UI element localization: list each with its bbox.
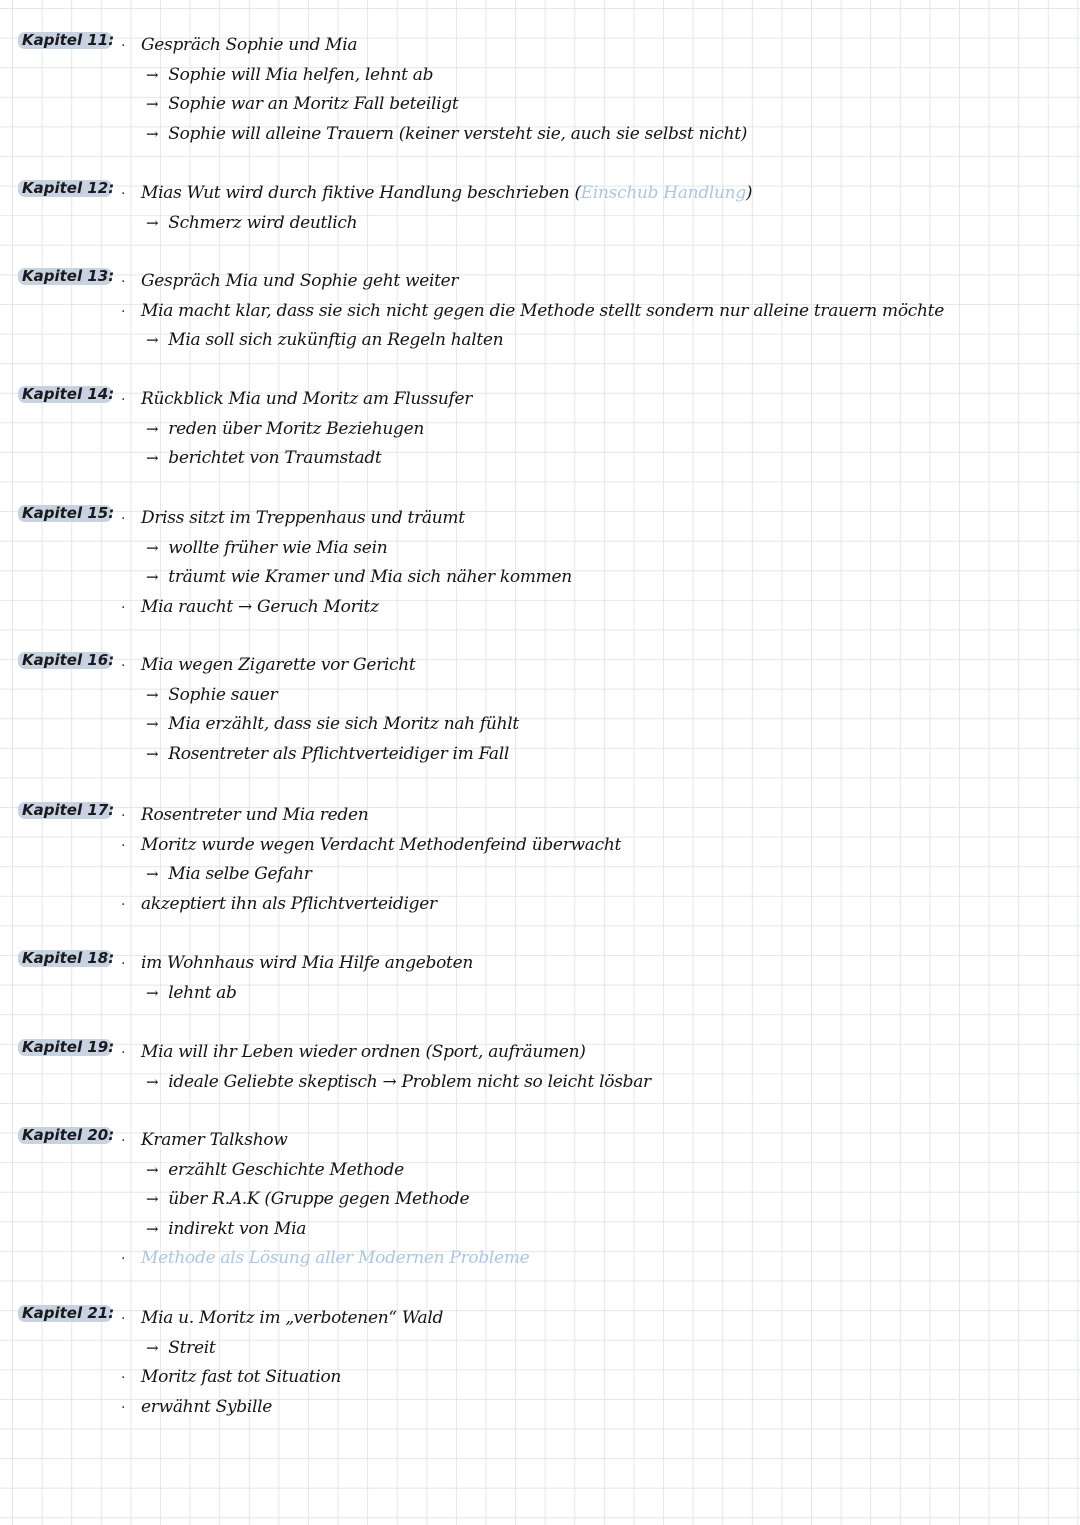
bullet-dot-icon: ·: [121, 808, 126, 824]
chapter-label-text: Kapitel 12:: [22, 179, 115, 197]
note-text: indirekt von Mia: [168, 1218, 307, 1239]
chapter-label-text: Kapitel 16:: [22, 651, 115, 669]
bullet-dot-icon: ·: [121, 274, 126, 290]
bullet-note-line: [141, 592, 379, 622]
arrow-right-icon: →: [146, 1072, 159, 1091]
note-text: über R.A.K (Gruppe gegen Methode: [168, 1189, 470, 1210]
note-text: Mia soll sich zukünftig an Regeln halten: [168, 330, 504, 351]
arrow-note-line: [146, 562, 572, 592]
chapter-label-text: Kapitel 11:: [22, 31, 115, 49]
note-text: Moritz wurde wegen Verdacht Methodenfeind überwacht: [141, 834, 622, 855]
note-text: Rosentreter als Pflichtverteidiger im Fall: [168, 743, 510, 764]
bullet-dot-icon: ·: [121, 1045, 126, 1061]
note-text: wollte früher wie Mia sein: [168, 537, 388, 558]
arrow-right-icon: →: [146, 685, 159, 704]
arrow-note-line: [146, 414, 424, 444]
bullet-dot-icon: ·: [121, 837, 126, 854]
bullet-note-line: [141, 830, 621, 860]
note-text: lehnt ab: [168, 982, 237, 1003]
arrow-note-line: [146, 325, 503, 355]
bullet-dot-icon: ·: [121, 38, 126, 54]
chapter-label: [18, 178, 118, 198]
note-text: Mia raucht → Geruch Moritz: [141, 596, 379, 617]
bullet-dot-icon: ·: [121, 1251, 126, 1268]
chapter-label-text: Kapitel 15:: [22, 504, 115, 522]
note-text: Kramer Talkshow: [141, 1130, 288, 1150]
chapter-label-text: Kapitel 13:: [22, 267, 115, 285]
bullet-dot-icon: ·: [121, 392, 126, 408]
chapter-label: [18, 1037, 118, 1057]
bullet-note-line: [141, 1392, 272, 1422]
bullet-note-line: [141, 948, 473, 978]
chapter-label-text: Kapitel 20:: [22, 1126, 115, 1144]
note-text: Sophie sauer: [168, 684, 278, 705]
bullet-dot-icon: ·: [121, 896, 126, 913]
chapter-label-text: Kapitel 21:: [22, 1304, 115, 1322]
note-text: Streit: [168, 1337, 216, 1358]
arrow-note-line: [146, 208, 357, 238]
bullet-note-line: [141, 889, 437, 919]
note-text: im Wohnhaus wird Mia Hilfe angeboten: [141, 953, 473, 973]
bullet-note-line: [141, 1362, 341, 1392]
bullet-note-line: [141, 503, 465, 533]
arrow-right-icon: →: [146, 65, 159, 84]
arrow-note-line: [146, 1333, 215, 1363]
bullet-dot-icon: ·: [121, 1399, 126, 1416]
chapter-label: [18, 800, 118, 820]
arrow-right-icon: →: [146, 1160, 159, 1179]
arrow-note-line: [146, 1155, 404, 1185]
arrow-note-line: [146, 443, 381, 473]
bullet-dot-icon: ·: [121, 1133, 126, 1149]
bullet-note-line: [141, 1125, 288, 1155]
bullet-note-line: [141, 30, 357, 60]
arrow-right-icon: →: [146, 1190, 159, 1209]
arrow-right-icon: →: [146, 865, 159, 884]
bullet-note-line: [141, 1303, 443, 1333]
arrow-note-line: [146, 60, 433, 90]
chapter-label: [18, 503, 118, 523]
note-text: ideale Geliebte skeptisch → Problem nicht so leicht lösbar: [168, 1071, 651, 1092]
arrow-right-icon: →: [146, 715, 159, 734]
note-text: Mias Wut wird durch fiktive Handlung beschrieben (: [141, 183, 581, 203]
bullet-dot-icon: ·: [121, 1311, 126, 1327]
arrow-right-icon: →: [146, 1219, 159, 1238]
arrow-right-icon: →: [146, 568, 159, 587]
note-text: reden über Moritz Beziehugen: [168, 418, 424, 439]
arrow-right-icon: →: [146, 983, 159, 1002]
chapter-label-text: Kapitel 19:: [22, 1038, 115, 1056]
blue-annotation: Methode als Lösung aller Modernen Probleme: [141, 1248, 530, 1269]
blue-annotation: Einschub Handlung: [580, 183, 746, 203]
bullet-dot-icon: ·: [121, 303, 126, 320]
bullet-note-line: [141, 1037, 586, 1067]
chapter-label: [18, 266, 118, 286]
note-text-suffix: ): [745, 183, 753, 203]
arrow-note-line: [146, 978, 237, 1008]
bullet-note-line: [141, 178, 752, 208]
arrow-right-icon: →: [146, 449, 159, 468]
note-text: Sophie will Mia helfen, lehnt ab: [168, 64, 434, 85]
chapter-label: [18, 1125, 118, 1145]
arrow-note-line: [146, 680, 277, 710]
arrow-right-icon: →: [146, 1338, 159, 1357]
note-text: Driss sitzt im Treppenhaus und träumt: [141, 508, 465, 528]
bullet-note-line: [141, 800, 368, 830]
bullet-note-line: [141, 650, 415, 680]
bullet-note-line: [141, 1243, 529, 1273]
note-text: berichtet von Traumstadt: [168, 448, 382, 469]
note-text: Sophie will alleine Trauern (keiner versteht sie, auch sie selbst nicht): [168, 123, 748, 144]
chapter-label: [18, 30, 118, 50]
note-text: Mia wegen Zigarette vor Gericht: [141, 655, 416, 675]
arrow-note-line: [146, 1214, 306, 1244]
note-text: Mia erzählt, dass sie sich Moritz nah fühlt: [168, 714, 519, 735]
note-text: Mia macht klar, dass sie sich nicht gegen die Methode stellt sondern nur alleine trauern möchte: [141, 300, 944, 321]
bullet-dot-icon: ·: [121, 599, 126, 616]
note-text: Moritz fast tot Situation: [141, 1367, 342, 1388]
arrow-note-line: [146, 89, 458, 119]
note-text: Gespräch Mia und Sophie geht weiter: [141, 271, 459, 291]
arrow-right-icon: →: [146, 538, 159, 557]
arrow-note-line: [146, 709, 519, 739]
note-text: Gespräch Sophie und Mia: [141, 35, 358, 55]
arrow-right-icon: →: [146, 419, 159, 438]
arrow-right-icon: →: [146, 331, 159, 350]
chapter-label: [18, 948, 118, 968]
arrow-right-icon: →: [146, 213, 159, 232]
arrow-note-line: [146, 739, 509, 769]
chapter-label: [18, 1303, 118, 1323]
chapter-label: [18, 650, 118, 670]
note-text: Mia u. Moritz im „verbotenen“ Wald: [141, 1308, 444, 1328]
note-text: akzeptiert ihn als Pflichtverteidiger: [141, 893, 437, 914]
arrow-note-line: [146, 859, 312, 889]
chapter-label-text: Kapitel 17:: [22, 801, 115, 819]
arrow-note-line: [146, 533, 387, 563]
note-text: Schmerz wird deutlich: [168, 212, 358, 233]
note-text: Rosentreter und Mia reden: [141, 805, 369, 825]
note-text: Rückblick Mia und Moritz am Flussufer: [141, 389, 473, 409]
arrow-note-line: [146, 1184, 469, 1214]
bullet-dot-icon: ·: [121, 658, 126, 674]
bullet-dot-icon: ·: [121, 186, 126, 202]
note-text: träumt wie Kramer und Mia sich näher kommen: [168, 567, 572, 588]
bullet-note-line: [141, 266, 458, 296]
arrow-note-line: [146, 1067, 651, 1097]
chapter-label-text: Kapitel 14:: [22, 385, 115, 403]
bullet-note-line: [141, 384, 472, 414]
bullet-dot-icon: ·: [121, 511, 126, 527]
arrow-note-line: [146, 119, 747, 149]
bullet-dot-icon: ·: [121, 956, 126, 972]
bullet-dot-icon: ·: [121, 1370, 126, 1387]
arrow-right-icon: →: [146, 744, 159, 763]
chapter-label: [18, 384, 118, 404]
note-text: erzählt Geschichte Methode: [168, 1159, 404, 1180]
note-text: Sophie war an Moritz Fall beteiligt: [168, 94, 459, 115]
arrow-right-icon: →: [146, 95, 159, 114]
note-text: Mia will ihr Leben wieder ordnen (Sport, aufräumen): [141, 1042, 586, 1062]
note-text: Mia selbe Gefahr: [168, 864, 312, 885]
chapter-label-text: Kapitel 18:: [22, 949, 115, 967]
arrow-right-icon: →: [146, 124, 159, 143]
bullet-note-line: [141, 296, 944, 326]
note-text: erwähnt Sybille: [141, 1396, 273, 1417]
